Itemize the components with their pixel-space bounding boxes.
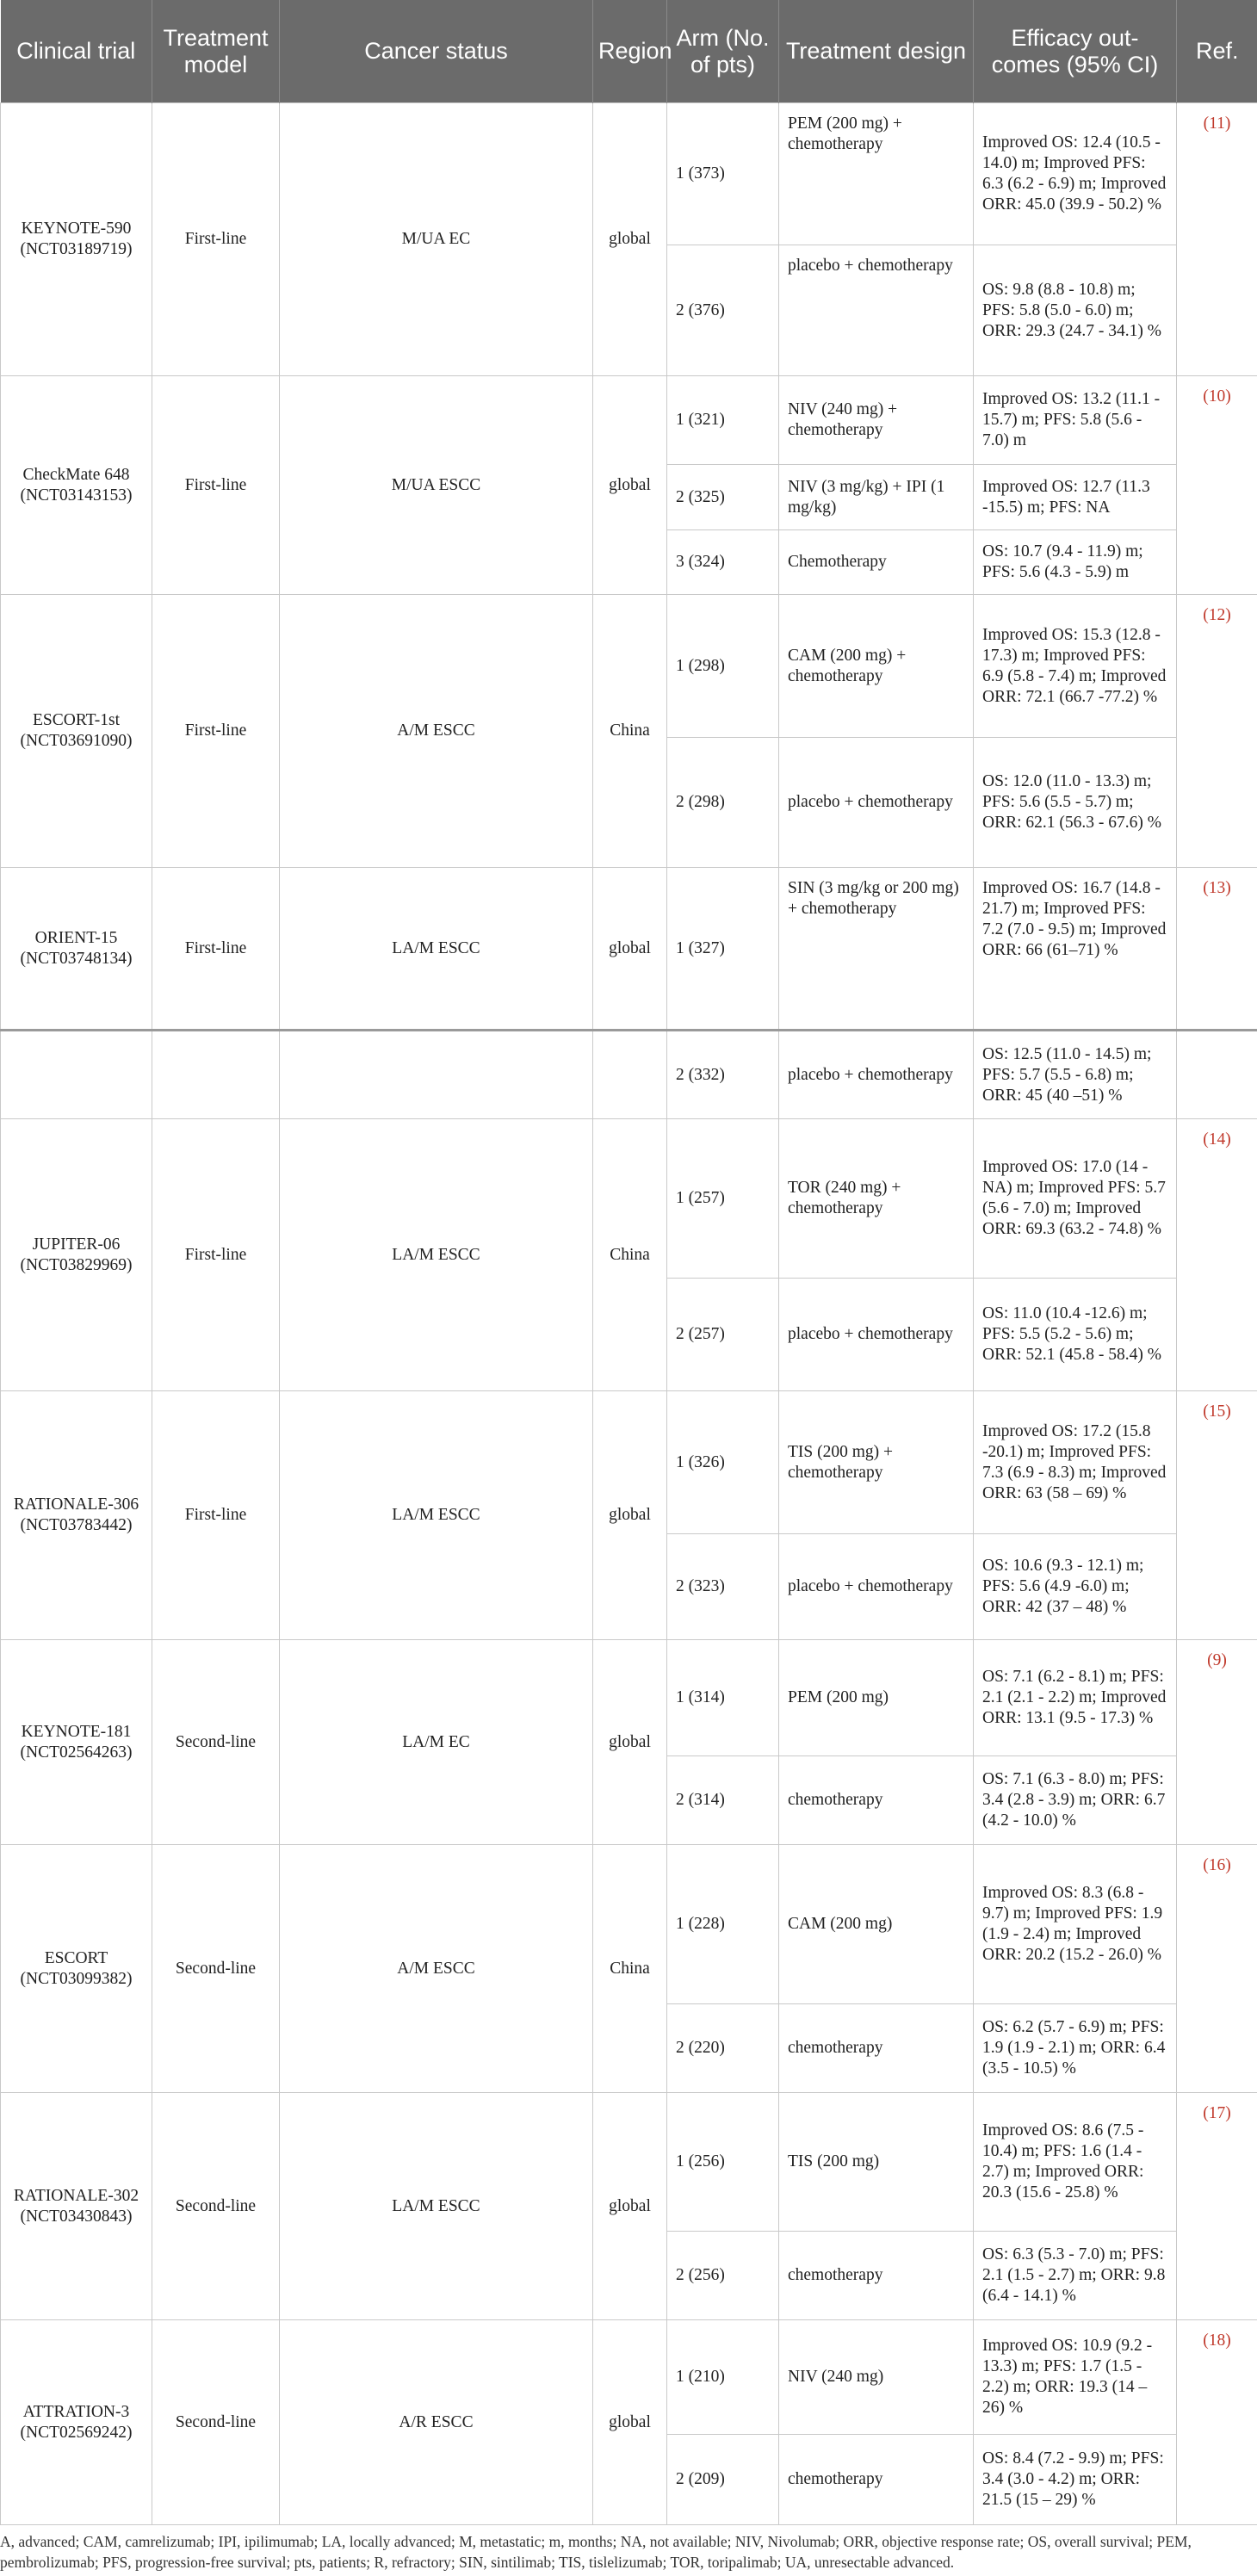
efficacy: OS: 10.6 (9.3 - 12.1) m; PFS: 5.6 (4.9 -6.0) m; ORR: 42 (37 – 48) % [974,1534,1177,1640]
efficacy: OS: 12.5 (11.0 - 14.5) m; PFS: 5.7 (5.5 - 6.8) m; ORR: 45 (40 –51) % [974,1031,1177,1119]
arm: 2 (325) [667,465,779,530]
trial-name: KEYNOTE-181 (NCT02564263) [1,1640,152,1845]
efficacy: Improved OS: 12.7 (11.3 -15.5) m; PFS: NA [974,465,1177,530]
treatment-design: TIS (200 mg) + chemotherapy [779,1391,974,1534]
ref-cell [1177,1391,1257,1640]
treatment-model [152,1031,280,1119]
cancer-status: LA/M ESCC [280,1119,593,1391]
efficacy: Improved OS: 17.0 (14 - NA) m; Improved PFS: 5.7 (5.6 - 7.0) m; Improved ORR: 69.3 (63.2 - 74.8) % [974,1119,1177,1279]
ref-cell [1177,2320,1257,2525]
table-row [1,595,1257,738]
arm: 1 (210) [667,2320,779,2435]
arm: 2 (376) [667,245,779,376]
treatment-design: SIN (3 mg/kg or 200 mg) + chemotherapy [779,868,974,1031]
header-design: Treatment design [779,0,974,103]
region: global [593,1391,667,1640]
efficacy: Improved OS: 13.2 (11.1 - 15.7) m; PFS: 5.8 (5.6 - 7.0) m [974,376,1177,465]
ref-link[interactable]: (17) [1203,2104,1231,2122]
ref-link[interactable]: (16) [1203,1856,1231,1874]
table-row [1,2320,1257,2435]
treatment-design: NIV (240 mg) [779,2320,974,2435]
efficacy: Improved OS: 8.6 (7.5 - 10.4) m; PFS: 1.6 (1.4 - 2.7) m; Improved ORR: 20.3 (15.6 - 25.8) % [974,2093,1177,2232]
cancer-status: LA/M ESCC [280,2093,593,2320]
ref-link[interactable]: (14) [1203,1130,1231,1149]
cancer-status [280,1031,593,1119]
efficacy: OS: 11.0 (10.4 -12.6) m; PFS: 5.5 (5.2 - 5.6) m; ORR: 52.1 (45.8 - 58.4) % [974,1279,1177,1391]
treatment-design: placebo + chemotherapy [779,738,974,868]
trial-name: ESCORT (NCT03099382) [1,1845,152,2093]
treatment-design: chemotherapy [779,2232,974,2320]
treatment-model: Second-line [152,1845,280,2093]
table-row [1,2093,1257,2232]
ref-link[interactable]: (18) [1203,2331,1231,2350]
treatment-design: TIS (200 mg) [779,2093,974,2232]
trial-name: CheckMate 648 (NCT03143153) [1,376,152,595]
abbreviations-footnote: A, advanced; CAM, camrelizumab; IPI, ipilimumab; LA, locally advanced; M, metastatic; m, months; NA, not available; NIV, Nivolumab; ORR, objective response rate; OS, overall survival; PEM, pembrolizumab; PFS, progression-free survival; pts, patients; R, refractory; SIN, sintilimab; TIS, tislelizumab; TOR, toripalimab; UA, unresectable advanced. [0,2533,1192,2571]
treatment-design: chemotherapy [779,2435,974,2525]
trial-name: KEYNOTE-590 (NCT03189719) [1,103,152,376]
trial-name: JUPITER-06 (NCT03829969) [1,1119,152,1391]
treatment-model: First-line [152,103,280,376]
region: global [593,2093,667,2320]
arm: 1 (373) [667,103,779,245]
arm: 1 (314) [667,1640,779,1756]
header-trial: Clinical trial [1,0,152,103]
arm: 2 (256) [667,2232,779,2320]
trial-name: RATIONALE-302 (NCT03430843) [1,2093,152,2320]
efficacy: Improved OS: 10.9 (9.2 - 13.3) m; PFS: 1.7 (1.5 - 2.2) m; ORR: 19.3 (14 – 26) % [974,2320,1177,2435]
ref-cell [1177,376,1257,595]
header-ref: Ref. [1177,0,1257,103]
treatment-design: PEM (200 mg) + chemotherapy [779,103,974,245]
table-row [1,1119,1257,1279]
treatment-model: First-line [152,595,280,868]
efficacy: OS: 8.4 (7.2 - 9.9) m; PFS: 3.4 (3.0 - 4.2) m; ORR: 21.5 (15 – 29) % [974,2435,1177,2525]
header-row [1,0,1257,103]
arm: 2 (209) [667,2435,779,2525]
efficacy: OS: 6.2 (5.7 - 6.9) m; PFS: 1.9 (1.9 - 2.1) m; ORR: 6.4 (3.5 - 10.5) % [974,2004,1177,2093]
ref-cell [1177,1031,1257,1119]
arm: 2 (257) [667,1279,779,1391]
treatment-design: placebo + chemotherapy [779,1534,974,1640]
header-model: Treatment model [152,0,280,103]
trial-name [1,1031,152,1119]
ref-cell [1177,595,1257,868]
arm: 3 (324) [667,530,779,595]
region: China [593,595,667,868]
ref-cell [1177,1640,1257,1845]
arm: 2 (298) [667,738,779,868]
region: global [593,868,667,1031]
ref-cell [1177,1119,1257,1391]
ref-link[interactable]: (9) [1207,1651,1227,1669]
trial-name: ESCORT-1st (NCT03691090) [1,595,152,868]
efficacy: OS: 7.1 (6.2 - 8.1) m; PFS: 2.1 (2.1 - 2.2) m; Improved ORR: 13.1 (9.5 - 17.3) % [974,1640,1177,1756]
ref-link[interactable]: (12) [1203,606,1231,624]
treatment-design: CAM (200 mg) [779,1845,974,2004]
treatment-model: Second-line [152,1640,280,1845]
ref-link[interactable]: (15) [1203,1403,1231,1421]
treatment-design: NIV (3 mg/kg) + IPI (1 mg/kg) [779,465,974,530]
header-status: Cancer status [280,0,593,103]
cancer-status: A/R ESCC [280,2320,593,2525]
treatment-model: First-line [152,1391,280,1640]
region: global [593,376,667,595]
trial-name: ORIENT-15 (NCT03748134) [1,868,152,1031]
header-arm: Arm (No. of pts) [667,0,779,103]
ref-cell [1177,1845,1257,2093]
treatment-design: TOR (240 mg) + chemotherapy [779,1119,974,1279]
efficacy: Improved OS: 16.7 (14.8 - 21.7) m; Improved PFS: 7.2 (7.0 - 9.5) m; Improved ORR: 66 (61–71) % [974,868,1177,1031]
cancer-status: M/UA ESCC [280,376,593,595]
cancer-status: LA/M EC [280,1640,593,1845]
trial-name: RATIONALE-306 (NCT03783442) [1,1391,152,1640]
cancer-status: LA/M ESCC [280,1391,593,1640]
ref-cell [1177,2093,1257,2320]
treatment-model: Second-line [152,2320,280,2525]
treatment-design: Chemotherapy [779,530,974,595]
table-row [1,103,1257,245]
efficacy: OS: 12.0 (11.0 - 13.3) m; PFS: 5.6 (5.5 - 5.7) m; ORR: 62.1 (56.3 - 67.6) % [974,738,1177,868]
treatment-design: placebo + chemotherapy [779,1031,974,1119]
arm: 1 (256) [667,2093,779,2232]
table-row [1,1031,1257,1119]
cancer-status: LA/M ESCC [280,868,593,1031]
arm: 2 (323) [667,1534,779,1640]
arm: 2 (220) [667,2004,779,2093]
ref-cell [1177,103,1257,376]
cancer-status: M/UA EC [280,103,593,376]
table-row [1,1391,1257,1534]
region: global [593,103,667,376]
efficacy: OS: 7.1 (6.3 - 8.0) m; PFS: 3.4 (2.8 - 3.9) m; ORR: 6.7 (4.2 - 10.0) % [974,1756,1177,1845]
region: global [593,2320,667,2525]
treatment-design: NIV (240 mg) + chemotherapy [779,376,974,465]
treatment-design: chemotherapy [779,2004,974,2093]
ref-link[interactable]: (13) [1203,879,1231,897]
efficacy: Improved OS: 17.2 (15.8 -20.1) m; Improved PFS: 7.3 (6.9 - 8.3) m; Improved ORR: 63 (58 – 69) % [974,1391,1177,1534]
region: China [593,1119,667,1391]
treatment-model: First-line [152,1119,280,1391]
trial-name: ATTRATION-3 (NCT02569242) [1,2320,152,2525]
cancer-status: A/M ESCC [280,595,593,868]
treatment-design: CAM (200 mg) + chemotherapy [779,595,974,738]
region [593,1031,667,1119]
cancer-status: A/M ESCC [280,1845,593,2093]
treatment-model: Second-line [152,2093,280,2320]
treatment-design: PEM (200 mg) [779,1640,974,1756]
arm: 1 (228) [667,1845,779,2004]
table-row [1,376,1257,465]
arm: 1 (321) [667,376,779,465]
arm: 1 (327) [667,868,779,1031]
efficacy: Improved OS: 15.3 (12.8 - 17.3) m; Improved PFS: 6.9 (5.8 - 7.4) m; Improved ORR: 72.1 (66.7 -77.2) % [974,595,1177,738]
treatment-design: chemotherapy [779,1756,974,1845]
treatment-design: placebo + chemotherapy [779,245,974,376]
efficacy: OS: 9.8 (8.8 - 10.8) m; PFS: 5.8 (5.0 - 6.0) m; ORR: 29.3 (24.7 - 34.1) % [974,245,1177,376]
ref-link[interactable]: (10) [1203,387,1231,406]
header-region: Region [593,0,667,103]
efficacy: Improved OS: 12.4 (10.5 - 14.0) m; Improved PFS: 6.3 (6.2 - 6.9) m; Improved ORR: 45.0 (39.9 - 50.2) % [974,103,1177,245]
table-row [1,1845,1257,2004]
table-row [1,868,1257,1031]
region: global [593,1640,667,1845]
arm: 2 (332) [667,1031,779,1119]
arm: 1 (326) [667,1391,779,1534]
efficacy: OS: 6.3 (5.3 - 7.0) m; PFS: 2.1 (1.5 - 2.7) m; ORR: 9.8 (6.4 - 14.1) % [974,2232,1177,2320]
treatment-model: First-line [152,376,280,595]
table-row [1,1640,1257,1756]
treatment-model: First-line [152,868,280,1031]
ref-link[interactable]: (11) [1203,115,1231,133]
efficacy: Improved OS: 8.3 (6.8 - 9.7) m; Improved PFS: 1.9 (1.9 - 2.4) m; Improved ORR: 20.2 (15.2 - 26.0) % [974,1845,1177,2004]
efficacy: OS: 10.7 (9.4 - 11.9) m; PFS: 5.6 (4.3 - 5.9) m [974,530,1177,595]
arm: 1 (257) [667,1119,779,1279]
treatment-design: placebo + chemotherapy [779,1279,974,1391]
arm: 2 (314) [667,1756,779,1845]
region: China [593,1845,667,2093]
ref-cell [1177,868,1257,1031]
header-efficacy: Efficacy out-comes (95% CI) [974,0,1177,103]
arm: 1 (298) [667,595,779,738]
